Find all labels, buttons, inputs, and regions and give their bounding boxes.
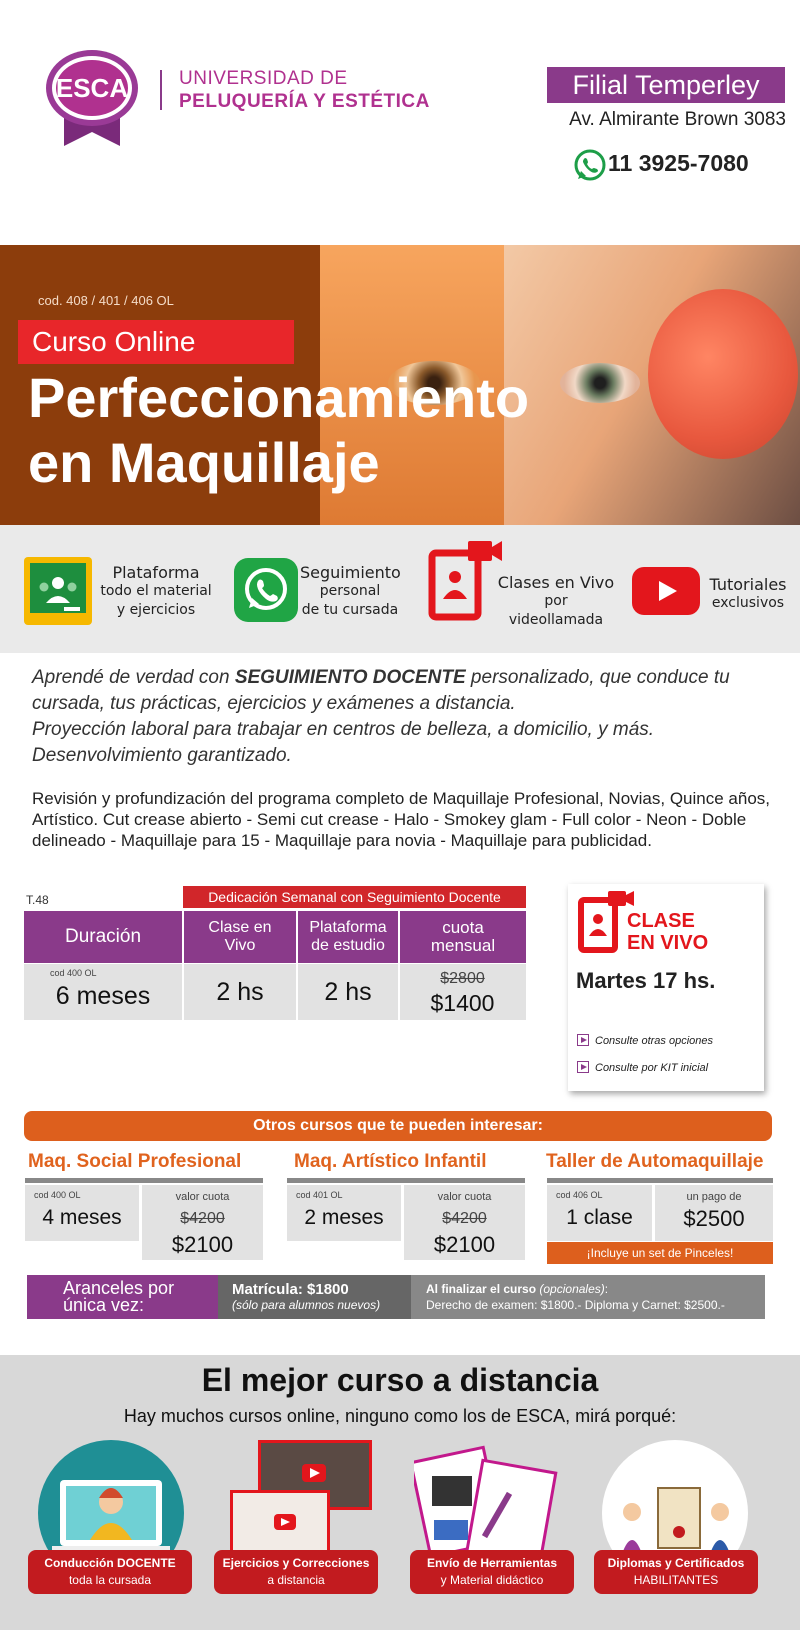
whatsapp-icon: [234, 558, 298, 622]
fees-final: Al finalizar el curso (opcionales): Derecho de examen: $1800.- Diploma y Carnet: $2500.-: [411, 1275, 765, 1319]
youtube-icon: [632, 567, 700, 615]
branch-address: Av. Almirante Brown 3083: [569, 109, 786, 130]
teacher-guidance-button[interactable]: Conducción DOCENTE toda la cursada: [28, 1550, 192, 1594]
option-other-schedules[interactable]: Consulte otras opciones: [577, 1034, 713, 1047]
features-band: [0, 525, 800, 653]
cell-platform: 2 hs: [298, 964, 398, 1020]
branch-name: Filial Temperley: [547, 67, 785, 103]
course-code: cod 406 OL: [556, 1190, 603, 1200]
course-code: cod 401 OL: [296, 1190, 343, 1200]
intro-text: Aprendé de verdad con SEGUIMIENTO DOCENTE personalizado, que conduce tu cursada, tus prácticas, ejercicios y exámenes a distancia. Proyección laboral para trabajar en centros de belleza, a domicilio, y más. Desenvolvimiento garantizado.: [32, 667, 730, 766]
other-courses-heading: Otros cursos que te pueden interesar:: [24, 1111, 772, 1141]
intro-highlight: SEGUIMIENTO DOCENTE: [234, 667, 466, 688]
feature-tracking: Seguimiento personal de tu cursada: [300, 563, 401, 618]
current-price: $2100: [171, 1232, 234, 1257]
tools-shipping-button[interactable]: Envío de Herramientas y Material didáctico: [410, 1550, 574, 1594]
fees-enrollment: Matrícula: $1800 (sólo para alumnos nuevos): [218, 1275, 411, 1319]
course-duration: 4 meses: [42, 1206, 122, 1229]
logo-text: ESCA: [55, 73, 129, 103]
option-kit[interactable]: Consulte por KIT inicial: [577, 1061, 708, 1074]
course-title: Maq. Artístico Infantil: [294, 1151, 487, 1172]
course-divider: [547, 1178, 773, 1183]
cell-live-class: 2 hs: [184, 964, 296, 1020]
exercises-button[interactable]: Ejercicios y Correcciones a distancia: [214, 1550, 378, 1594]
university-line1: UNIVERSIDAD DE: [179, 68, 348, 89]
fees-label: Aranceles por única vez:: [27, 1275, 218, 1319]
course-title: Taller de Automaquillaje: [546, 1151, 764, 1172]
program-description: Revisión y profundización del programa completo de Maquillaje Profesional, Novias, Quince años, Artístico. Cut crease abierto - Semi cut crease - Halo - Smokey glam - Full color - Neon - Doble delineado - Maquillaje para 15 - Maquillaje para novia - Maquillaje para publicidad.: [32, 789, 771, 850]
duration-code: cod 400 OL: [50, 968, 97, 978]
feature-tutorials: Tutoriales exclusivos: [709, 575, 787, 611]
course-duration: 2 meses: [304, 1206, 384, 1229]
logo-divider: [160, 70, 162, 110]
price-label: valor cuota: [175, 1191, 230, 1203]
old-price: $2800: [440, 970, 485, 987]
eye-image: [560, 363, 640, 403]
live-class-label: CLASE EN VIVO: [627, 910, 709, 954]
course-note: ¡Incluye un set de Pinceles!: [547, 1242, 773, 1264]
video-call-icon: [578, 891, 634, 953]
google-classroom-icon: [24, 557, 92, 625]
course-title: Maq. Social Profesional: [28, 1151, 242, 1172]
old-price: $4200: [180, 1210, 225, 1227]
whatsapp-icon: [572, 148, 612, 182]
header-monthly-fee: cuota mensual: [400, 911, 526, 963]
table-group-header: Dedicación Semanal con Seguimiento Docente: [183, 886, 526, 908]
header-platform: Plataforma de estudio: [298, 911, 398, 963]
current-price: $1400: [430, 990, 495, 1016]
header-duration: Duración: [24, 911, 182, 963]
esca-logo: [44, 42, 140, 146]
course-divider: [25, 1178, 263, 1183]
cell-duration: 6 meses: [24, 964, 182, 1020]
current-price: $2500: [683, 1206, 745, 1231]
table-ref: T.48: [26, 893, 49, 907]
current-price: $2100: [433, 1232, 496, 1257]
course-divider: [287, 1178, 525, 1183]
price-label: un pago de: [686, 1191, 742, 1203]
play-icon: [577, 1061, 589, 1073]
feature-live-classes: Clases en Vivo por videollamada: [497, 573, 615, 628]
bottom-title: El mejor curso a distancia: [201, 1362, 599, 1398]
phone-number[interactable]: 11 3925-7080: [608, 150, 749, 176]
course-code: cod. 408 / 401 / 406 OL: [38, 293, 174, 308]
course-duration: 1 clase: [566, 1206, 633, 1229]
hero-banner: [0, 245, 800, 525]
diplomas-button[interactable]: Diplomas y Certificados HABILITANTES: [594, 1550, 758, 1594]
video-call-icon: [428, 541, 502, 621]
hero-title-line2: en Maquillaje: [28, 431, 380, 494]
hero-title-line1: Perfeccionamiento: [28, 366, 530, 429]
price-label: valor cuota: [437, 1191, 492, 1203]
play-icon: [577, 1034, 589, 1046]
university-line2: PELUQUERÍA Y ESTÉTICA: [179, 91, 430, 112]
old-price: $4200: [442, 1210, 487, 1227]
bottom-subtitle: Hay muchos cursos online, ninguno como los de ESCA, mirá porqué:: [123, 1406, 677, 1426]
header-live-class: Clase en Vivo: [184, 911, 296, 963]
live-class-schedule: Martes 17 hs.: [576, 968, 716, 993]
makeup-brush-image: [648, 289, 798, 459]
course-code: cod 400 OL: [34, 1190, 81, 1200]
course-online-badge: Curso Online: [18, 320, 294, 364]
feature-platform: Plataforma todo el material y ejercicios: [100, 563, 212, 618]
